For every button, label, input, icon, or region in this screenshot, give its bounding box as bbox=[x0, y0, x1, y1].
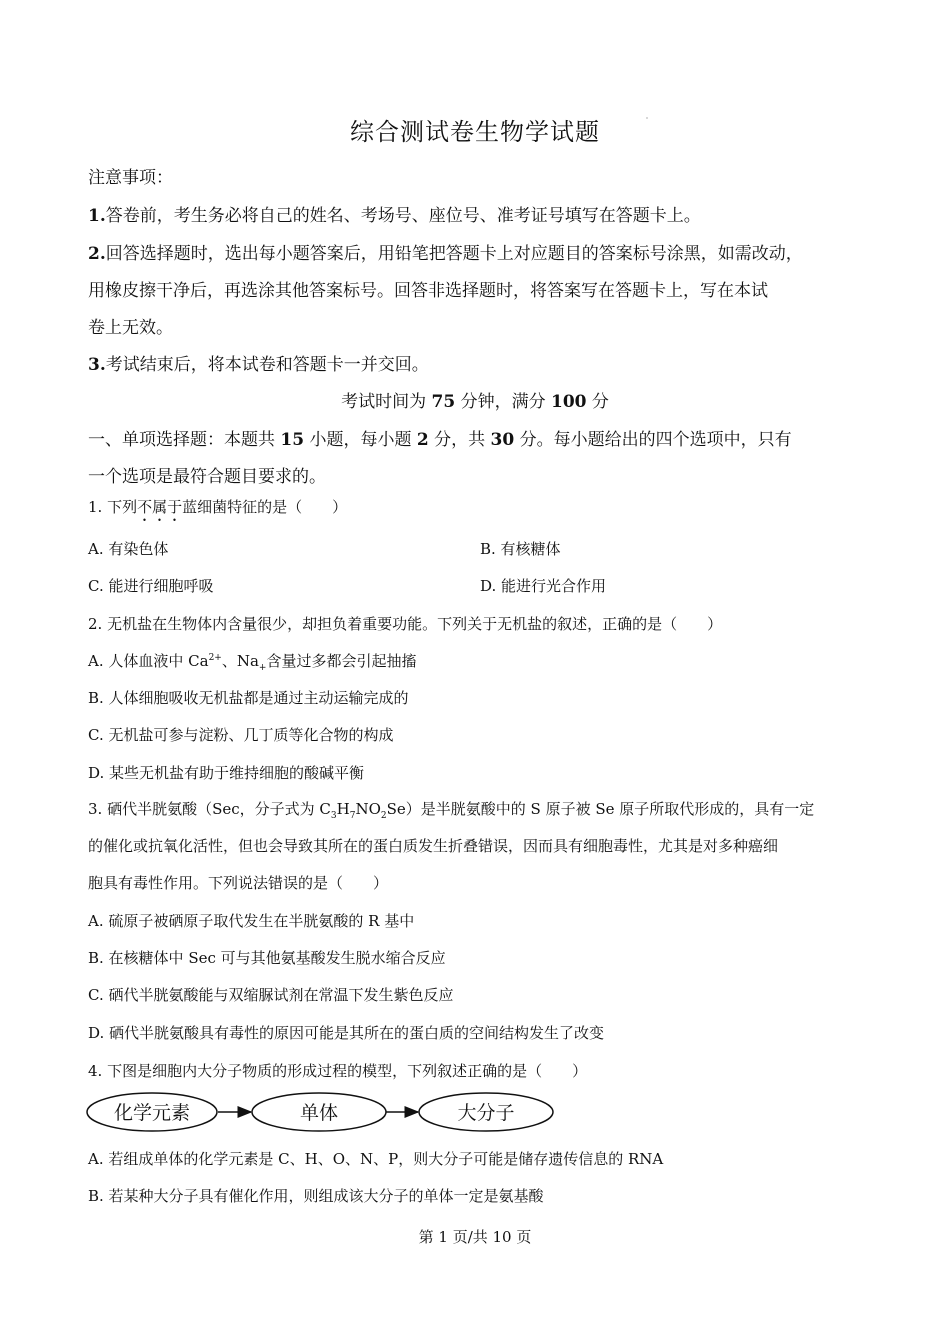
question-3-option-d: D. 硒代半胱氨酸具有毒性的原因可能是其所在的蛋白质的空间结构发生了改变 bbox=[88, 1024, 605, 1042]
question-4-option-a: A. 若组成单体的化学元素是 C、H、O、N、P，则大分子可能是储存遗传信息的 RNA bbox=[88, 1150, 664, 1168]
notice-item-2-line2: 用橡皮擦干净后，再选涂其他答案标号。回答非选择题时，将答案写在答题卡上，写在本试 bbox=[88, 281, 768, 301]
question-4-option-b: B. 若某种大分子具有催化作用，则组成该大分子的单体一定是氨基酸 bbox=[88, 1187, 544, 1205]
question-2-option-b: B. 人体细胞吸收无机盐都是通过主动运输完成的 bbox=[88, 689, 409, 707]
page-title: 综合测试卷生物学试题 bbox=[350, 118, 600, 146]
section-heading: 一、单项选择题：本题共 15 小题，每小题 2 分，共 30 分。每小题给出的四个选项中，只有 bbox=[88, 430, 792, 450]
question-1-option-b: B. 有核糖体 bbox=[480, 540, 561, 558]
question-3-stem: 3. 硒代半胱氨酸（Sec，分子式为 $C_3H_7NO_2Se$）是半胱氨酸中的 S 原子被 Se 原子所取代形成的，具有一定 bbox=[88, 800, 815, 821]
question-1-stem: 1. 下列不属于蓝细菌特征的是（ ） bbox=[88, 498, 348, 516]
formation-diagram bbox=[86, 1090, 556, 1136]
diagram-label-macromolecule: 大分子 bbox=[457, 1102, 515, 1124]
exam-info: 考试时间为 75 分钟，满分 100 分 bbox=[341, 392, 609, 412]
question-3-option-c: C. 硒代半胱氨酸能与双缩脲试剂在常温下发生紫色反应 bbox=[88, 986, 454, 1004]
page-footer: 第 1 页/共 10 页 bbox=[418, 1228, 532, 1246]
notice-item-3: 3.考试结束后，将本试卷和答题卡一并交回。 bbox=[88, 355, 429, 375]
notice-item-1: 1.答卷前，考生务必将自己的姓名、考场号、座位号、准考证号填写在答题卡上。 bbox=[88, 206, 701, 226]
diagram-label-elements: 化学元素 bbox=[113, 1102, 191, 1124]
question-3-stem-line3: 胞具有毒性作用。下列说法错误的是（ ） bbox=[88, 874, 389, 892]
question-1-option-d: D. 能进行光合作用 bbox=[480, 577, 607, 595]
question-2-option-c: C. 无机盐可参与淀粉、几丁质等化合物的构成 bbox=[88, 726, 394, 744]
question-2-option-a: A. 人体血液中 $Ca^{2+}$、$Na_+$含量过多都会引起抽搐 bbox=[88, 652, 417, 673]
notice-heading: 注意事项： bbox=[88, 168, 173, 188]
question-4-stem: 4. 下图是细胞内大分子物质的形成过程的模型，下列叙述正确的是（ ） bbox=[88, 1062, 588, 1080]
question-2-stem: 2. 无机盐在生物体内含量很少，却担负着重要功能。下列关于无机盐的叙述，正确的是（ ） bbox=[88, 615, 723, 633]
notice-item-2-line3: 卷上无效。 bbox=[88, 318, 173, 338]
question-2-option-d: D. 某些无机盐有助于维持细胞的酸碱平衡 bbox=[88, 764, 365, 782]
notice-item-2: 2.回答选择题时，选出每小题答案后，用铅笔把答题卡上对应题目的答案标号涂黑，如需改动， bbox=[88, 244, 803, 264]
question-3-option-b: B. 在核糖体中 Sec 可与其他氨基酸发生脱水缩合反应 bbox=[88, 949, 446, 967]
question-3-option-a: A. 硫原子被硒原子取代发生在半胱氨酸的 R 基中 bbox=[88, 912, 415, 930]
question-1-option-a: A. 有染色体 bbox=[88, 540, 169, 558]
question-3-stem-line2: 的催化或抗氧化活性，但也会导致其所在的蛋白质发生折叠错误，因而具有细胞毒性，尤其是对多种癌细 bbox=[88, 837, 779, 855]
section-heading-line2: 一个选项是最符合题目要求的。 bbox=[88, 467, 326, 487]
question-1-option-c: C. 能进行细胞呼吸 bbox=[88, 577, 214, 595]
diagram-label-monomer: 单体 bbox=[299, 1102, 339, 1124]
